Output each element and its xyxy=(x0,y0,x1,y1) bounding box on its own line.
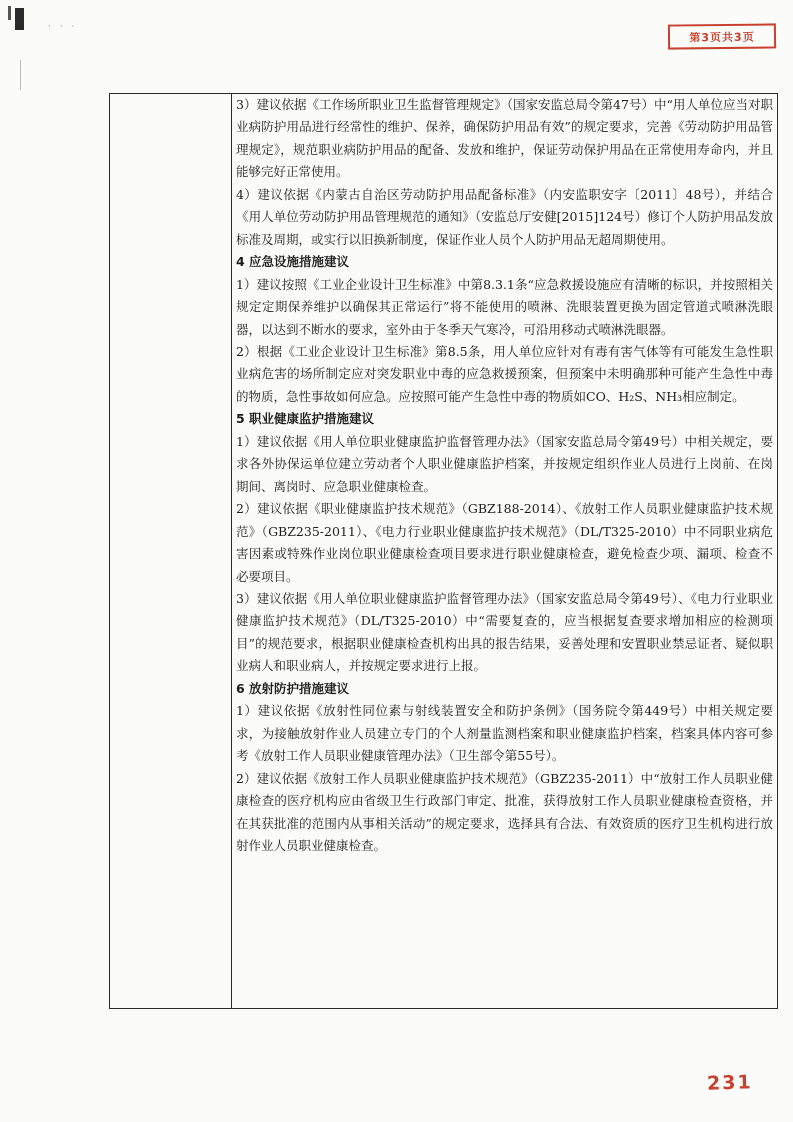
paragraph-health-3: 3）建议依据《用人单位职业健康监护监督管理办法》（国家安监总局令第49号）、《电力行业职业健康监护技术规范》（DL/T325-2010）中“需要复查的，应当根据复查要求增加相应的检测项目”的规范要求，根据职业健康检查机构出具的报告结果，妥善处理和安置职业禁忌证者、疑似职业病人和职业病人，并按规定要求进行上报。 xyxy=(236,590,773,674)
paragraph-emergency-1: 1）建议按照《工业企业设计卫生标准》中第8.3.1条“应急救援设施应有清晰的标识，并按照相关规定定期保养维护以确保其正常运行”将不能使用的喷淋、洗眼装置更换为固定管道式喷淋洗眼器，以达到不断水的要求，室外由于冬季天气寒冷，可沿用移动式喷淋洗眼器。 xyxy=(236,276,773,337)
paragraph-radiation-1: 1）建议依据《放射性同位素与射线装置安全和防护条例》（国务院令第449号）中相关规定要求，为接触放射作业人员建立专门的个人剂量监测档案和职业健康监护档案，档案具体内容可参考《放射工作人员职业健康管理办法》（卫生部令第55号）。 xyxy=(236,703,773,764)
section-heading-radiation: 6 放射防护措施建议 xyxy=(236,680,350,696)
scan-artifact xyxy=(8,6,11,20)
column-divider xyxy=(231,94,232,1008)
paragraph-health-1: 1）建议依据《用人单位职业健康监护监督管理办法》（国家安监总局令第49号）中相关规定，要求各外协保运单位建立劳动者个人职业健康监护档案，并按规定组织作业人员进行上岗前、在岗期间、离岗时、应急职业健康检查。 xyxy=(236,433,773,494)
scan-artifact: · · · xyxy=(48,22,78,32)
scan-artifact xyxy=(15,8,24,30)
document-table xyxy=(109,93,778,1009)
paragraph-4-ppe-standard: 4）建议依据《内蒙古自治区劳动防护用品配备标准》（内安监职安字〔2011〕48号），并结合《用人单位劳动防护用品管理规范的通知》（安监总厅安健[2015]124号）修订个人防护用品发放标准及周期，或实行以旧换新制度，保证作业人员个人防护用品无超周期使用。 xyxy=(236,186,773,247)
paragraph-radiation-2: 2）建议依据《放射工作人员职业健康监护技术规范》（GBZ235-2011）中“放射工作人员职业健康检查的医疗机构应由省级卫生行政部门审定、批准，获得放射工作人员职业健康检查资格，并在其获批准的范围内从事相关活动”的规定要求，选择具有合法、有效资质的医疗卫生机构进行放射作业人员职业健康检查。 xyxy=(236,770,773,853)
section-heading-emergency: 4 应急设施措施建议 xyxy=(236,254,350,270)
paragraph-3-ppe-maintenance: 3）建议依据《工作场所职业卫生监督管理规定》（国家安监总局令第47号）中“用人单位应当对职业病防护用品进行经常性的维护、保养，确保防护用品有效”的规定要求，完善《劳动防护用品管理规定》，规范职业病防护用品的配备、发放和维护，保证劳动保护用品在正常使用寿命内，并且能够完好正常使用。 xyxy=(236,97,773,180)
section-heading-health-monitoring: 5 职业健康监护措施建议 xyxy=(236,411,375,427)
scan-artifact xyxy=(20,60,21,90)
page-number: 231 xyxy=(706,1071,754,1095)
paragraph-emergency-2: 2）根据《工业企业设计卫生标准》第8.5条，用人单位应针对有毒有害气体等有可能发生急性职业病危害的场所制定应对突发职业中毒的应急救援预案，但预案中未明确那种可能产生急性中毒的物质，急性事故如何应急。应按照可能产生急性中毒的物质如CO、H₂S、NH₃相应制定。 xyxy=(236,343,773,404)
page-count-stamp: 第3页共3页 xyxy=(668,23,776,49)
paragraph-health-2: 2）建议依据《职业健康监护技术规范》（GBZ188-2014）、《放射工作人员职业健康监护技术规范》（GBZ235-2011）、《电力行业职业健康监护技术规范》（DL/T325-2010）中不同职业病危害因素或特殊作业岗位职业健康检查项目要求进行职业健康检查，避免检查少项、漏项、检查不必要项目。 xyxy=(236,501,773,584)
table-content-cell xyxy=(236,94,773,857)
